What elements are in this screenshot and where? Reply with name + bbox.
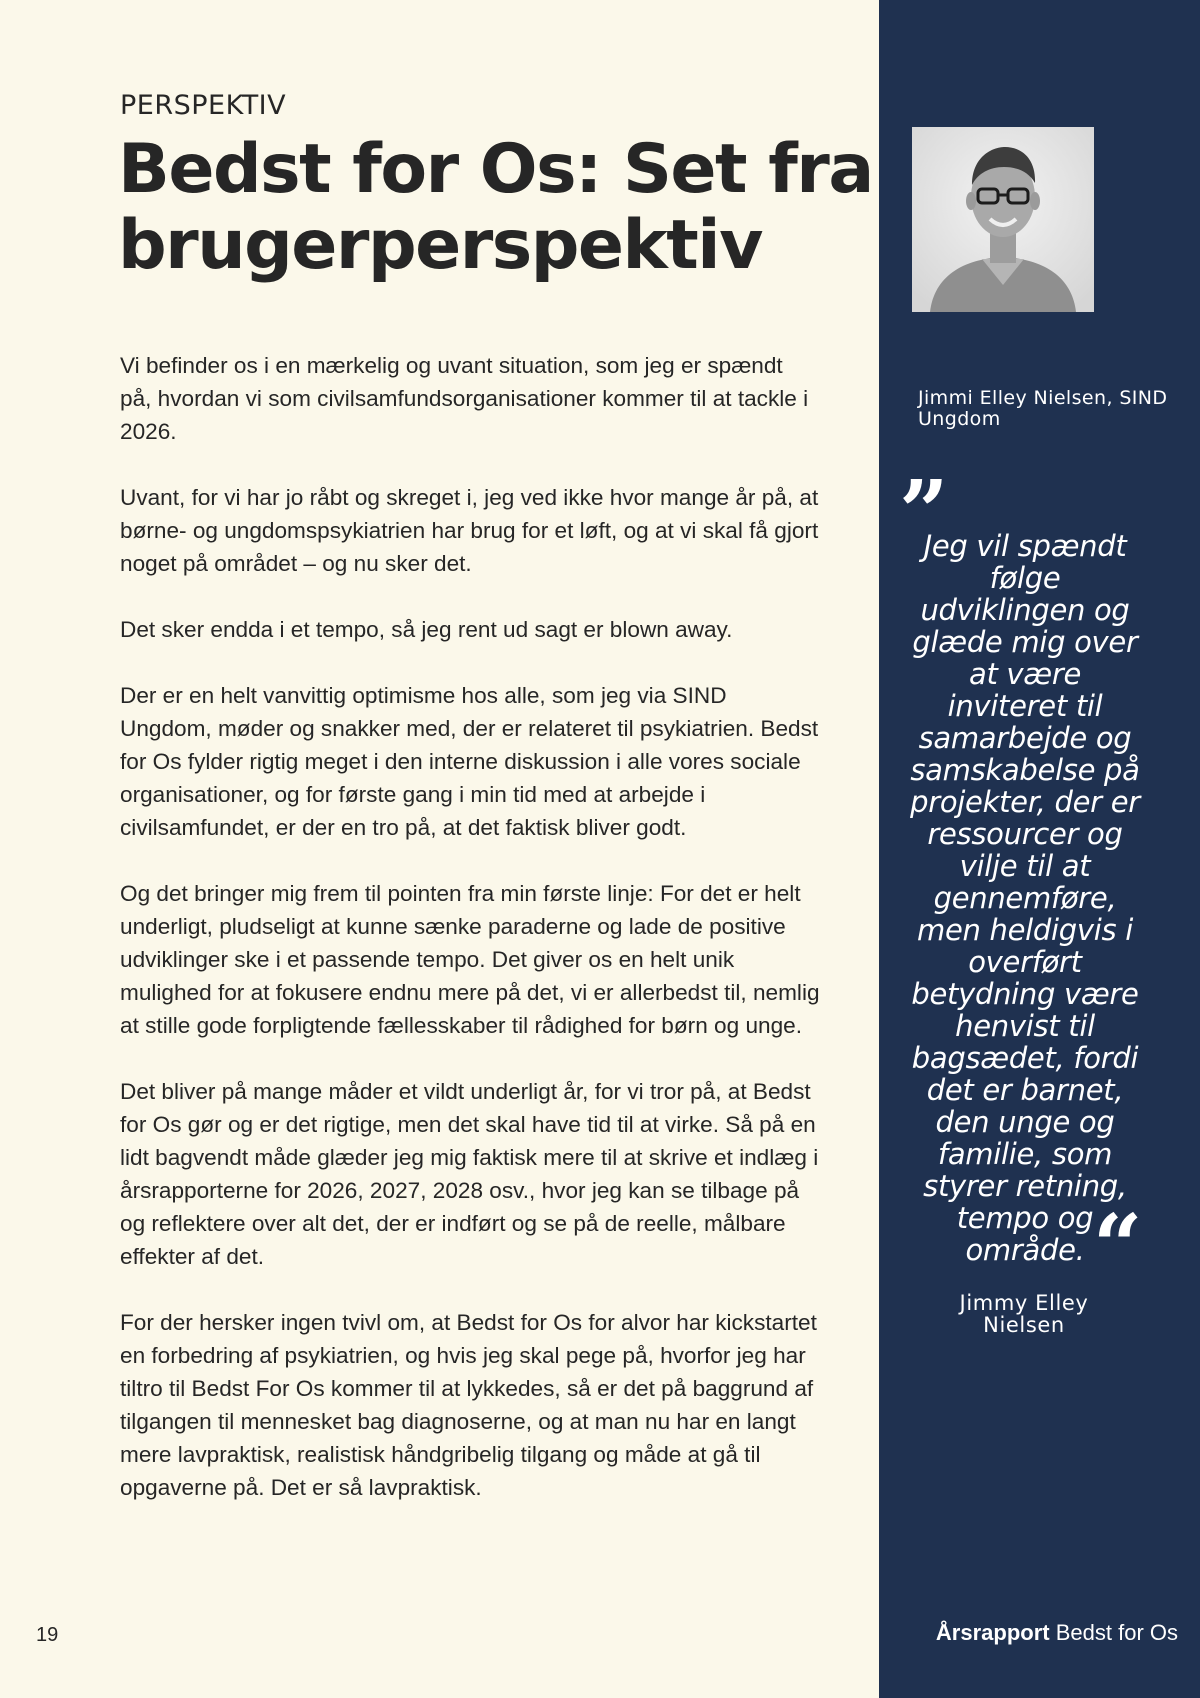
quote-author: Jimmy Elley Nielsen: [959, 1291, 1089, 1337]
body-paragraph: Uvant, for vi har jo råbt og skreget i, jeg ved ikke hvor mange år på, at børne- og ungdomspsykiatrien har brug for et løft, og at vi skal få gjort noget på området – og nu sker det.: [120, 485, 819, 576]
sidebar: [879, 0, 1200, 1698]
footer-brand-bold: Årsrapport: [935, 1620, 1050, 1645]
quote-close-icon: “: [1093, 1196, 1143, 1297]
body-paragraph: Vi befinder os i en mærkelig og uvant situation, som jeg er spændt på, hvordan vi som civilsamfundsorganisationer kommer til at tackle i 2026.: [120, 353, 809, 444]
body-paragraph: For der hersker ingen tvivl om, at Bedst for Os for alvor har kickstartet en forbedring af psykiatrien, og hvis jeg skal pege på, hvorfor jeg har tiltro til Bedst For Os kommer til at lykkedes, så er det på baggrund af tilgangen til mennesket bag diagnoserne, og at man nu har en langt mere lavpraktisk, realistisk håndgribelig tilgang og måde at gå til opgaverne på. Det er så lavpraktisk.: [120, 1310, 817, 1500]
body-paragraph: Det sker endda i et tempo, så jeg rent ud sagt er blown away.: [120, 617, 733, 642]
quote-open-icon: ”: [899, 462, 949, 563]
body-paragraph: Og det bringer mig frem til pointen fra min første linje: For det er helt underligt, pludseligt at kunne sænke paraderne og lade de positive udviklinger ske i et passende tempo. Det giver os en helt unik mulighed for at fokusere endnu mere på det, vi er allerbedst til, nemlig at stille gode forpligtende fællesskaber til rådighed for børn og unge.: [120, 881, 820, 1038]
article-body: [120, 349, 820, 1537]
photo-caption: Jimmi Elley Nielsen, SIND Ungdom: [918, 387, 1168, 430]
pull-quote: Jeg vil spændt følge udviklingen og glæde mig over at være inviteret til samarbejde og samskabelse på projekter, der er ressourcer og vilje til at gennemføre, men heldigvis i overført betydning være henvist til bagsædet, fordi det er barnet, den unge og familie, som styrer retning, tempo og område.: [910, 529, 1140, 1267]
page-number: 19: [36, 1624, 59, 1646]
footer-brand: [936, 1620, 1178, 1646]
section-kicker: PERSPEKTIV: [120, 90, 287, 121]
person-portrait-icon: [912, 127, 1094, 312]
footer-brand-regular: Bedst for Os: [1049, 1620, 1178, 1645]
article-title: Bedst for Os: Set fra brugerperspektiv: [118, 130, 873, 285]
body-paragraph: Der er en helt vanvittig optimisme hos alle, som jeg via SIND Ungdom, møder og snakker med, der er relateret til psykiatrien. Bedst for Os fylder rigtig meget i den interne diskussion i alle vores sociale organisationer, og for første gang i min tid med at arbejde i civilsamfundet, er der en tro på, at det faktisk bliver godt.: [120, 683, 819, 840]
portrait-photo: [912, 127, 1094, 312]
body-paragraph: Det bliver på mange måder et vildt underligt år, for vi tror på, at Bedst for Os gør og er det rigtige, men det skal have tid til at virke. Så på en lidt bagvendt måde glæder jeg mig faktisk mere til at skrive et indlæg i årsrapporterne for 2026, 2027, 2028 osv., hvor jeg kan se tilbage på og reflektere over alt det, der er indført og se på de reelle, målbare effekter af det.: [120, 1079, 819, 1269]
